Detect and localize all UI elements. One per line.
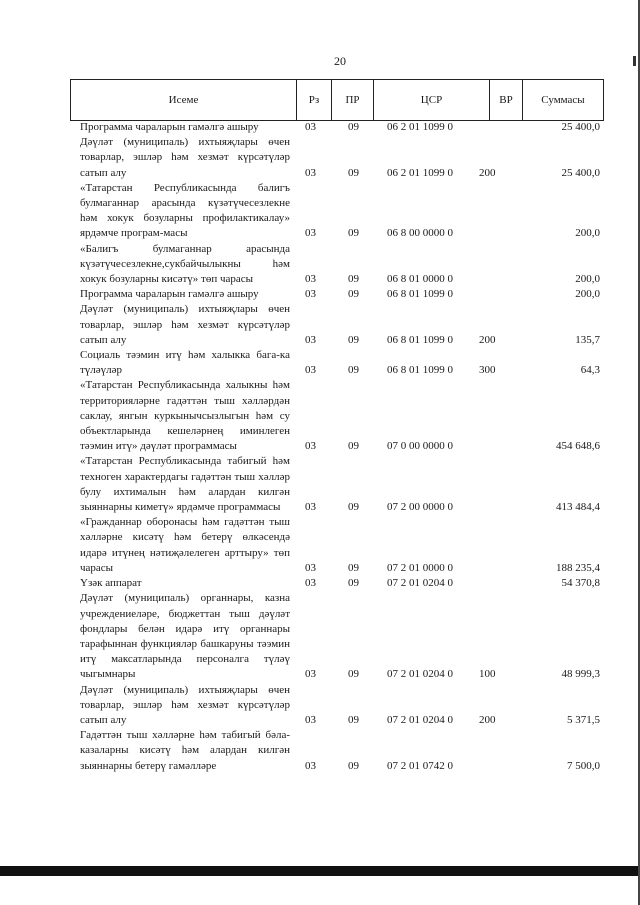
row-name: Дәүләт (муниципаль) ихтыяҗлары өчен товарлар, эшләр һәм хезмәт күрсәтүләр сатып алу — [80, 683, 290, 726]
row-name: Үзәк аппарат — [80, 577, 142, 590]
row-csr: 07 2 00 0000 0 — [387, 501, 453, 514]
table-row — [70, 728, 610, 774]
row-name: «Татарстан Республикасында табигый һәм техноген характердагы гадәттән тыш хәлләр булу ихтималын һәм алардан килгән зыяннарны киметү» ярдәмче программасы — [80, 455, 290, 514]
header-pr: ПР — [332, 80, 374, 120]
row-csr: 06 8 00 0000 0 — [387, 227, 453, 240]
row-sum: 48 999,3 — [561, 668, 600, 681]
row-csr: 06 8 01 1099 0 — [387, 364, 453, 377]
row-pr: 09 — [348, 440, 359, 453]
row-rz: 03 — [305, 121, 316, 133]
row-csr: 07 2 01 0204 0 — [387, 668, 453, 681]
row-pr: 09 — [348, 668, 359, 681]
row-rz: 03 — [305, 273, 316, 286]
row-rz: 03 — [305, 227, 316, 240]
header-vr: ВР — [490, 80, 523, 120]
row-pr: 09 — [348, 759, 359, 772]
row-pr: 09 — [348, 561, 359, 574]
row-pr: 09 — [348, 288, 359, 301]
row-rz: 03 — [305, 440, 316, 453]
table-row — [70, 683, 610, 729]
table-row — [70, 287, 610, 302]
row-vr: 100 — [479, 668, 496, 681]
row-sum: 135,7 — [575, 333, 600, 346]
row-name: Социаль тәэмин итү һәм халыкка бага-ка түләүләр — [80, 349, 290, 377]
table-row — [70, 348, 610, 378]
row-sum: 54 370,8 — [561, 577, 600, 590]
row-pr: 09 — [348, 227, 359, 240]
page-number: 20 — [334, 54, 346, 68]
row-name: «Татарстан Республикасында халыкны һәм территорияләрне гадәттән тыш хәлләрдән саклау, янгын куркынычсызлыгын һәм су объектларында кешеләрнең иминлеген тәэмин итү» дәүләт программасы — [80, 379, 290, 453]
row-rz: 03 — [305, 577, 316, 590]
row-csr: 06 8 01 1099 0 — [387, 288, 453, 301]
header-sum: Суммасы — [523, 80, 604, 120]
table-row — [70, 181, 610, 242]
row-pr: 09 — [348, 121, 359, 133]
row-sum: 25 400,0 — [561, 121, 600, 133]
row-vr: 300 — [479, 364, 496, 377]
row-sum: 200,0 — [575, 273, 600, 286]
row-csr: 07 2 01 0204 0 — [387, 577, 453, 590]
row-pr: 09 — [348, 273, 359, 286]
row-pr: 09 — [348, 333, 359, 346]
row-csr: 07 0 00 0000 0 — [387, 440, 453, 453]
row-csr: 06 8 01 0000 0 — [387, 273, 453, 286]
scan-bottom-bar — [0, 866, 640, 876]
table-row — [70, 454, 610, 515]
row-rz: 03 — [305, 759, 316, 772]
header-csr: ЦСР — [374, 80, 490, 120]
table-row — [70, 576, 610, 591]
header-rz: Рз — [297, 80, 332, 120]
row-pr: 09 — [348, 577, 359, 590]
table-row — [70, 591, 610, 682]
row-sum: 454 648,6 — [556, 440, 600, 453]
row-name: Программа чараларын гамәлгә ашыру — [80, 288, 259, 301]
row-sum: 188 235,4 — [556, 561, 600, 574]
row-sum: 7 500,0 — [567, 759, 600, 772]
row-name: Дәүләт (муниципаль) ихтыяҗлары өчен товарлар, эшләр һәм хезмәт күрсәтүләр сатып алу — [80, 303, 290, 346]
row-rz: 03 — [305, 713, 316, 726]
row-csr: 06 2 01 1099 0 — [387, 166, 453, 179]
row-sum: 200,0 — [575, 227, 600, 240]
table-row — [70, 120, 610, 135]
row-name: Дәүләт (муниципаль) ихтыяҗлары өчен товарлар, эшләр һәм хезмәт күрсәтүләр сатып алу — [80, 136, 290, 179]
table-body — [70, 120, 610, 774]
table-row — [70, 302, 610, 348]
row-name: «Татарстан Республикасында балигъ булмаганнар арасында күзәтүчесезлекне һәм хокук бозуларны профилактикалау» ярдәмче програм-масы — [80, 181, 290, 240]
table-header — [70, 79, 604, 121]
row-rz: 03 — [305, 501, 316, 514]
row-sum: 25 400,0 — [561, 166, 600, 179]
header-name: Исеме — [71, 80, 297, 120]
row-vr: 200 — [479, 166, 496, 179]
table-row — [70, 242, 610, 288]
scan-mark — [633, 56, 636, 66]
row-pr: 09 — [348, 501, 359, 514]
row-sum: 5 371,5 — [567, 713, 600, 726]
table-row — [70, 378, 610, 454]
row-pr: 09 — [348, 364, 359, 377]
row-csr: 06 2 01 1099 0 — [387, 121, 453, 133]
row-rz: 03 — [305, 364, 316, 377]
row-name: «Балигъ булмаганнар арасында күзәтүчесезлекне,сукбайчылыкны һәм хокук бозуларны кисәтү» төп чарасы — [80, 242, 290, 286]
row-pr: 09 — [348, 713, 359, 726]
row-vr: 200 — [479, 713, 496, 726]
row-csr: 07 2 01 0204 0 — [387, 713, 453, 726]
row-csr: 07 2 01 0000 0 — [387, 561, 453, 574]
row-rz: 03 — [305, 166, 316, 179]
row-name: Гадәттән тыш хәлләрне һәм табигый бәла-казаларны кисәтү һәм алардан килгән зыяннарны бетерү гамәлләре — [80, 729, 290, 772]
row-csr: 07 2 01 0742 0 — [387, 759, 453, 772]
row-pr: 09 — [348, 166, 359, 179]
row-rz: 03 — [305, 333, 316, 346]
row-sum: 413 484,4 — [556, 501, 600, 514]
row-vr: 200 — [479, 333, 496, 346]
row-rz: 03 — [305, 561, 316, 574]
row-rz: 03 — [305, 288, 316, 301]
table-row — [70, 515, 610, 576]
row-name: «Гражданнар оборонасы һәм гадәттән тыш хәлләрне кисәтү һәм бетерү өлкәсендә идарә итүнең нәтиҗәлелеген арттыру» төп чарасы — [80, 516, 290, 574]
row-csr: 06 8 01 1099 0 — [387, 333, 453, 346]
row-name: Программа чараларын гамәлгә ашыру — [80, 121, 259, 133]
row-name: Дәүләт (муниципаль) органнары, казна учреждениеләре, бюджеттан тыш дәүләт фондлары белән идарә итү органнары тарафыннан функцияләр башкаруны тәэмин итү максатларында персоналга түләү чыгымнары — [80, 592, 290, 681]
row-sum: 200,0 — [575, 288, 600, 301]
row-rz: 03 — [305, 668, 316, 681]
row-sum: 64,3 — [580, 364, 600, 377]
table-row — [70, 135, 610, 181]
